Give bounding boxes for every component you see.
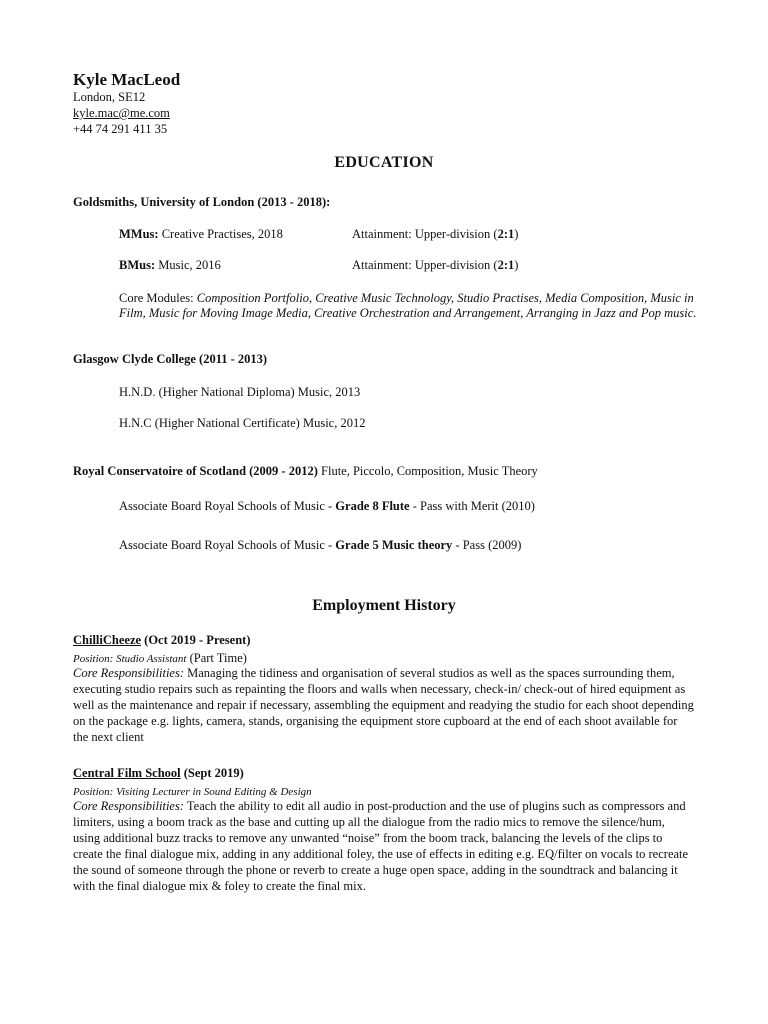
bmus-line bbox=[119, 258, 221, 273]
job-position-line bbox=[73, 651, 247, 666]
mmus-label: MMus: bbox=[119, 227, 159, 241]
bmus-text: Music, 2016 bbox=[155, 258, 221, 272]
bmus-label: BMus: bbox=[119, 258, 156, 272]
abrsm-flute-line bbox=[119, 499, 535, 514]
job-position: Position: Visiting Lecturer in Sound Editing & Design bbox=[73, 786, 312, 798]
mmus-line bbox=[119, 227, 283, 242]
core-modules-line-1 bbox=[119, 291, 694, 306]
job-responsibilities bbox=[73, 798, 695, 894]
abrsm-theory-grade: Grade 5 Music theory bbox=[335, 538, 453, 552]
core-modules-text-1: Composition Portfolio, Creative Music Technology, Studio Practises, Media Composition, Music in bbox=[196, 291, 694, 305]
abrsm-flute-result: - Pass with Merit (2010) bbox=[409, 499, 535, 513]
mmus-att-post: ) bbox=[514, 227, 519, 241]
rcs-title: Royal Conservatoire of Scotland (2009 - 2012) bbox=[73, 464, 318, 478]
abrsm-flute-grade: Grade 8 Flute bbox=[335, 499, 410, 513]
email-line bbox=[73, 106, 170, 122]
job-title-line bbox=[73, 633, 251, 648]
job-title-line bbox=[73, 766, 244, 781]
job-resp-label: Core Responsibilities: bbox=[73, 666, 184, 680]
job-resp-text: Teach the ability to edit all audio in post-production and the use of plugins such as compressors and limiters, using a boom track as the base and cutting up all the dialogue from the radio mics to remove the silence/hum, using additional buzz tracks to remove any unwanted “noise” from the boom track, balancing the levels of the clips to create the final dialogue mix, adding in any additional foley, the use of effects in editing e.g. EQ/filter on vocals to recreate the sound of someone through the phone or reverb to create a huge open space, adding in the soundtrack and balancing it with the final dialogue mix & foley to create the final mix. bbox=[73, 799, 689, 893]
job-company: Central Film School bbox=[73, 766, 181, 780]
mmus-text: Creative Practises, 2018 bbox=[158, 227, 283, 241]
rcs-line bbox=[73, 464, 538, 479]
job-resp-label: Core Responsibilities: bbox=[73, 799, 184, 813]
bmus-att-post: ) bbox=[514, 258, 519, 272]
job-dates: (Oct 2019 - Present) bbox=[141, 633, 251, 647]
address: London, SE12 bbox=[73, 90, 146, 104]
rcs-subjects: Flute, Piccolo, Composition, Music Theory bbox=[317, 464, 538, 478]
mmus-attainment bbox=[352, 227, 518, 242]
job-company: ChilliCheeze bbox=[73, 633, 142, 647]
bmus-attainment bbox=[352, 258, 518, 273]
goldsmiths-title: Goldsmiths, University of London (2013 - 2018): bbox=[73, 195, 331, 209]
bmus-att-pre: Attainment: Upper-division ( bbox=[352, 258, 498, 272]
core-modules-label: Core Modules: bbox=[119, 291, 197, 305]
mmus-grade: 2:1 bbox=[497, 227, 515, 241]
email-link[interactable]: kyle.mac@me.com bbox=[73, 106, 170, 120]
job-position-note: (Part Time) bbox=[186, 651, 247, 665]
hnd-line: H.N.D. (Higher National Diploma) Music, 2013 bbox=[119, 385, 361, 399]
abrsm-theory-line bbox=[119, 538, 521, 553]
core-modules-line-2: Film, Music for Moving Image Media, Creative Orchestration and Arrangement, Arranging in Jazz and Pop music. bbox=[119, 306, 697, 320]
abrsm-flute-pre: Associate Board Royal Schools of Music - bbox=[119, 499, 336, 513]
education-heading: EDUCATION bbox=[334, 154, 434, 171]
mmus-att-pre: Attainment: Upper-division ( bbox=[352, 227, 498, 241]
job-position-line bbox=[73, 784, 312, 799]
bmus-grade: 2:1 bbox=[497, 258, 515, 272]
job-dates: (Sept 2019) bbox=[180, 766, 244, 780]
job-position: Position: Studio Assistant bbox=[73, 653, 187, 665]
abrsm-theory-result: - Pass (2009) bbox=[452, 538, 522, 552]
hnc-line: H.N.C (Higher National Certificate) Music, 2012 bbox=[119, 416, 366, 430]
glasgow-title: Glasgow Clyde College (2011 - 2013) bbox=[73, 352, 268, 366]
job-resp-text: Managing the tidiness and organisation of several studios as well as the spaces surrounding them, executing studio repairs such as repainting the floors and walls when necessary, check-in/ check-out of hired equipment as well as the maintenance and repair if necessary, assembling the equipment and readying the studio for each shoot depending on the package e.g. lights, camera, stands, organising the equipment store cupboard at the end of each shoot available for the next client bbox=[73, 666, 694, 744]
candidate-name: Kyle MacLeod bbox=[73, 70, 181, 89]
employment-heading: Employment History bbox=[312, 597, 456, 614]
abrsm-theory-pre: Associate Board Royal Schools of Music - bbox=[119, 538, 336, 552]
job-responsibilities bbox=[73, 665, 695, 745]
phone: +44 74 291 411 35 bbox=[73, 122, 168, 136]
